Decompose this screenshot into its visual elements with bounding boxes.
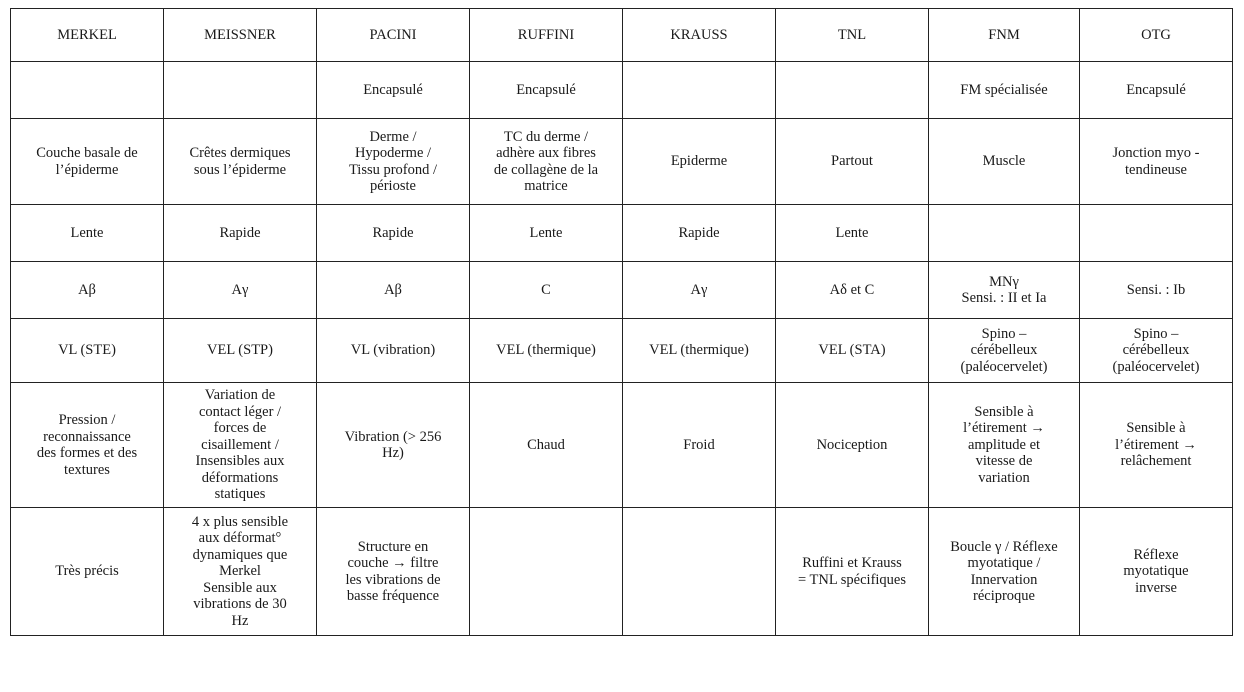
header-otg: OTG	[1080, 9, 1233, 62]
cell-tnl	[776, 62, 929, 119]
table-row	[11, 119, 1233, 205]
cell-krauss: Epiderme	[623, 119, 776, 205]
cell-tnl: Lente	[776, 205, 929, 262]
cell-merkel: Couche basale de l’épiderme	[11, 119, 164, 205]
cell-merkel: VL (STE)	[11, 319, 164, 383]
cell-pacini: Derme / Hypoderme / Tissu profond / périoste	[317, 119, 470, 205]
header-meissner: MEISSNER	[164, 9, 317, 62]
cell-krauss	[623, 62, 776, 119]
cell-pacini: Vibration (> 256 Hz)	[317, 383, 470, 508]
cell-ruffini: Encapsulé	[470, 62, 623, 119]
cell-pacini: VL (vibration)	[317, 319, 470, 383]
cell-otg: Spino – cérébelleux (paléocervelet)	[1080, 319, 1233, 383]
header-merkel: MERKEL	[11, 9, 164, 62]
cell-merkel: Très précis	[11, 508, 164, 636]
cell-meissner: Rapide	[164, 205, 317, 262]
cell-meissner: Aγ	[164, 262, 317, 319]
cell-fnm: MNγ Sensi. : II et Ia	[929, 262, 1080, 319]
cell-ruffini: TC du derme / adhère aux fibres de collagène de la matrice	[470, 119, 623, 205]
cell-krauss: Froid	[623, 383, 776, 508]
cell-fnm: FM spécialisée	[929, 62, 1080, 119]
header-fnm: FNM	[929, 9, 1080, 62]
receptor-comparison-table	[10, 8, 1233, 636]
table-row	[11, 319, 1233, 383]
cell-krauss: Aγ	[623, 262, 776, 319]
cell-ruffini: C	[470, 262, 623, 319]
cell-krauss: Rapide	[623, 205, 776, 262]
cell-tnl: Ruffini et Krauss = TNL spécifiques	[776, 508, 929, 636]
cell-fnm	[929, 205, 1080, 262]
cell-pacini: Aβ	[317, 262, 470, 319]
header-pacini: PACINI	[317, 9, 470, 62]
cell-meissner: Crêtes dermiques sous l’épiderme	[164, 119, 317, 205]
cell-otg: Encapsulé	[1080, 62, 1233, 119]
cell-merkel: Aβ	[11, 262, 164, 319]
cell-otg: Jonction myo - tendineuse	[1080, 119, 1233, 205]
cell-merkel: Lente	[11, 205, 164, 262]
table-row	[11, 383, 1233, 508]
cell-otg: Sensible à l’étirement → relâchement	[1080, 383, 1233, 508]
cell-tnl: Partout	[776, 119, 929, 205]
cell-tnl: Aδ et C	[776, 262, 929, 319]
cell-otg	[1080, 205, 1233, 262]
cell-meissner: Variation de contact léger / forces de cisaillement / Insensibles aux déformations statiques	[164, 383, 317, 508]
table-row	[11, 262, 1233, 319]
cell-fnm: Spino – cérébelleux (paléocervelet)	[929, 319, 1080, 383]
table-row	[11, 205, 1233, 262]
cell-fnm: Muscle	[929, 119, 1080, 205]
cell-ruffini: Lente	[470, 205, 623, 262]
table-row	[11, 508, 1233, 636]
header-krauss: KRAUSS	[623, 9, 776, 62]
cell-merkel	[11, 62, 164, 119]
cell-krauss	[623, 508, 776, 636]
cell-merkel: Pression / reconnaissance des formes et des textures	[11, 383, 164, 508]
header-ruffini: RUFFINI	[470, 9, 623, 62]
cell-tnl: Nociception	[776, 383, 929, 508]
cell-pacini: Encapsulé	[317, 62, 470, 119]
header-tnl: TNL	[776, 9, 929, 62]
cell-fnm: Sensible à l’étirement → amplitude et vitesse de variation	[929, 383, 1080, 508]
table-row	[11, 62, 1233, 119]
cell-pacini: Rapide	[317, 205, 470, 262]
cell-pacini: Structure en couche → filtre les vibrations de basse fréquence	[317, 508, 470, 636]
cell-ruffini: Chaud	[470, 383, 623, 508]
cell-meissner	[164, 62, 317, 119]
header-row	[11, 9, 1233, 62]
cell-ruffini: VEL (thermique)	[470, 319, 623, 383]
cell-ruffini	[470, 508, 623, 636]
cell-fnm: Boucle γ / Réflexe myotatique / Innervation réciproque	[929, 508, 1080, 636]
cell-krauss: VEL (thermique)	[623, 319, 776, 383]
cell-otg: Sensi. : Ib	[1080, 262, 1233, 319]
cell-meissner: 4 x plus sensible aux déformat° dynamiques que Merkel Sensible aux vibrations de 30 Hz	[164, 508, 317, 636]
cell-otg: Réflexe myotatique inverse	[1080, 508, 1233, 636]
table-container	[10, 8, 1232, 636]
cell-tnl: VEL (STA)	[776, 319, 929, 383]
cell-meissner: VEL (STP)	[164, 319, 317, 383]
